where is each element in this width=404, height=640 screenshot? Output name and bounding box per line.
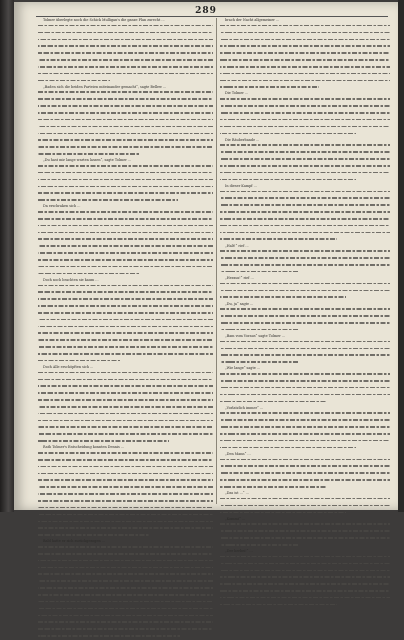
paragraph-lines xyxy=(220,373,390,405)
paragraph: „Du, ja“ sagte ... xyxy=(225,301,254,306)
text-line xyxy=(220,191,390,196)
text-line xyxy=(38,218,213,223)
paragraph: Bald hatte er sich zurückgezogen ... xyxy=(43,539,105,544)
text-line xyxy=(38,25,213,30)
paragraph-lines xyxy=(220,250,390,276)
page-number: 289 xyxy=(195,6,217,16)
text-line xyxy=(38,232,213,237)
text-line xyxy=(220,257,390,262)
text-line xyxy=(38,59,213,64)
paragraph-lines xyxy=(38,25,213,85)
text-line xyxy=(38,73,213,78)
text-line xyxy=(220,172,390,177)
text-line xyxy=(38,192,213,197)
paragraph-lines xyxy=(220,98,390,137)
text-line xyxy=(38,385,213,390)
text-line xyxy=(220,433,390,438)
text-line xyxy=(38,426,213,431)
text-line xyxy=(38,635,213,640)
text-line xyxy=(38,372,213,377)
text-line xyxy=(220,112,390,117)
text-line xyxy=(38,238,213,243)
text-line xyxy=(38,133,213,138)
text-line xyxy=(220,80,390,85)
paragraph: „Wie lange“ sagte ... xyxy=(225,366,261,371)
paragraph: Tolmer überlegte noch die Schick Mulligan's die ganze Plan zurecht ... xyxy=(43,18,165,22)
paragraph-lines xyxy=(220,556,390,609)
text-line xyxy=(38,66,213,71)
text-line xyxy=(38,91,213,96)
text-line xyxy=(38,500,213,505)
text-line xyxy=(220,479,390,484)
book-page xyxy=(14,2,398,553)
text-line xyxy=(38,332,213,337)
text-line xyxy=(38,621,213,626)
paragraph-lines xyxy=(220,25,390,92)
text-line xyxy=(38,594,213,599)
text-line xyxy=(38,339,213,344)
paragraph: brach der Nacht allgemeiner ... xyxy=(225,18,280,22)
text-line xyxy=(220,283,390,288)
paragraph: „Kommt“ ... xyxy=(225,516,246,521)
text-line xyxy=(220,98,390,103)
text-line xyxy=(38,259,213,264)
text-line xyxy=(38,172,213,177)
text-line xyxy=(220,394,390,399)
text-line xyxy=(220,158,390,163)
text-line xyxy=(220,597,390,602)
text-line xyxy=(220,45,390,50)
text-line xyxy=(220,204,390,209)
text-line xyxy=(38,32,213,37)
text-line xyxy=(220,211,390,216)
paragraph: „Vorlatzlich immer“ ... xyxy=(225,405,264,410)
paragraph-lines xyxy=(220,191,390,244)
paragraph-lines xyxy=(38,285,213,365)
text-line xyxy=(220,290,390,295)
paragraph: Rath Tolmer's Entscheidung konnten Dennis ... xyxy=(43,445,125,450)
text-line xyxy=(38,466,213,471)
text-line xyxy=(220,348,390,353)
paragraph-lines xyxy=(220,523,390,549)
text-line xyxy=(220,563,390,568)
left-column xyxy=(38,18,213,544)
text-line xyxy=(38,379,213,384)
text-line xyxy=(220,32,390,37)
text-line xyxy=(38,573,213,578)
paragraph: „Der herbei!“ ... xyxy=(225,548,253,553)
text-line xyxy=(38,298,213,303)
paragraph: „Bam vom Voraus“ sagte Tolmer ... xyxy=(225,333,286,338)
text-line xyxy=(38,179,213,184)
text-line xyxy=(220,197,390,202)
text-line xyxy=(220,144,390,149)
text-line xyxy=(220,465,390,470)
text-line xyxy=(220,440,390,445)
text-line xyxy=(38,546,213,551)
text-line xyxy=(38,139,213,144)
text-line xyxy=(38,608,213,613)
paragraph-lines xyxy=(220,283,390,302)
book-spine-shadow xyxy=(0,0,14,512)
text-line xyxy=(38,452,213,457)
column-divider xyxy=(216,18,217,504)
text-line xyxy=(38,601,213,606)
text-line xyxy=(38,473,213,478)
paragraph: „Halt!“ rief ... xyxy=(225,243,249,248)
text-line xyxy=(220,341,390,346)
text-line xyxy=(220,537,390,542)
text-line xyxy=(38,186,213,191)
paragraph-lines xyxy=(38,546,213,640)
text-line xyxy=(38,527,213,532)
paragraph-lines xyxy=(220,308,390,334)
text-line xyxy=(38,266,213,271)
text-line xyxy=(220,315,390,320)
text-line xyxy=(38,165,213,170)
text-line xyxy=(38,433,213,438)
text-line xyxy=(38,39,213,44)
text-line xyxy=(220,39,390,44)
text-line xyxy=(38,105,213,110)
paragraph-lines xyxy=(220,498,390,517)
text-line xyxy=(220,119,390,124)
text-line xyxy=(38,112,213,117)
paragraph: „Baden sich die beiden Parteien miteinander gemacht“, sagte Bellew ... xyxy=(43,84,167,89)
paragraph-lines xyxy=(38,211,213,278)
text-line xyxy=(38,252,213,257)
text-line xyxy=(220,505,390,510)
text-line xyxy=(38,119,213,124)
paragraph: Doch Alle erschöpften sich ... xyxy=(43,364,94,369)
paragraph-lines xyxy=(38,165,213,204)
text-line xyxy=(220,380,390,385)
text-line xyxy=(220,412,390,417)
paragraph: In dieser Kampf ... xyxy=(225,183,257,188)
text-line xyxy=(38,146,213,151)
paragraph-lines xyxy=(220,459,390,491)
text-line xyxy=(220,250,390,255)
text-line xyxy=(220,472,390,477)
text-line xyxy=(38,285,213,290)
text-line xyxy=(38,459,213,464)
text-line xyxy=(38,126,213,131)
text-line xyxy=(38,486,213,491)
text-line xyxy=(38,326,213,331)
text-line xyxy=(38,628,213,633)
paragraph: Da erschraken sich ... xyxy=(43,204,81,209)
text-line xyxy=(220,165,390,170)
paragraph-lines xyxy=(38,91,213,158)
text-line xyxy=(220,498,390,503)
text-line xyxy=(38,319,213,324)
text-line xyxy=(38,560,213,565)
paragraph: „Das ist ...“ ... xyxy=(225,490,249,495)
text-line xyxy=(38,291,213,296)
text-line xyxy=(38,493,213,498)
paragraph-lines xyxy=(220,412,390,451)
paragraph: Doch noch brachten sie kaum ... xyxy=(43,277,99,282)
text-line xyxy=(38,413,213,418)
text-line xyxy=(38,587,213,592)
text-line xyxy=(220,264,390,269)
text-line xyxy=(38,353,213,358)
text-line xyxy=(220,556,390,561)
text-line xyxy=(38,392,213,397)
paragraph: „Den Mann“ ... xyxy=(225,451,251,456)
text-line xyxy=(38,346,213,351)
text-line xyxy=(38,52,213,57)
text-line xyxy=(220,232,390,237)
text-line xyxy=(38,399,213,404)
text-line xyxy=(38,553,213,558)
text-line xyxy=(220,225,390,230)
text-line xyxy=(220,354,390,359)
text-line xyxy=(38,420,213,425)
text-line xyxy=(38,567,213,572)
text-line xyxy=(38,615,213,620)
text-line xyxy=(38,580,213,585)
paragraph: Die Tolmer ... xyxy=(225,91,249,96)
text-line xyxy=(220,387,390,392)
text-line xyxy=(220,590,390,595)
text-line xyxy=(38,45,213,50)
text-line xyxy=(220,523,390,528)
text-line xyxy=(220,25,390,30)
paragraph-lines xyxy=(220,144,390,183)
paragraph: „Heraus!“ rief ... xyxy=(225,275,254,280)
text-line xyxy=(38,521,213,526)
text-line xyxy=(220,308,390,313)
page-edge-shadow xyxy=(398,0,404,512)
paragraph-lines xyxy=(38,452,213,539)
text-line xyxy=(220,426,390,431)
text-line xyxy=(220,73,390,78)
text-line xyxy=(220,52,390,57)
text-line xyxy=(38,98,213,103)
text-line xyxy=(220,576,390,581)
text-line xyxy=(220,322,390,327)
text-line xyxy=(38,225,213,230)
text-line xyxy=(38,312,213,317)
text-line xyxy=(220,373,390,378)
paragraph: Die Räuberbande ... xyxy=(225,137,260,142)
text-line xyxy=(220,218,390,223)
text-line xyxy=(220,604,390,609)
text-line xyxy=(38,479,213,484)
text-line xyxy=(220,419,390,424)
text-line xyxy=(220,570,390,575)
text-line xyxy=(38,245,213,250)
text-line xyxy=(220,126,390,131)
text-line xyxy=(38,507,213,512)
text-line xyxy=(220,530,390,535)
text-line xyxy=(220,66,390,71)
paragraph: „Du hast mir lange warten lassen“, sagte Tolmer ... xyxy=(43,158,132,163)
text-line xyxy=(38,406,213,411)
text-line xyxy=(220,105,390,110)
header-rule xyxy=(36,16,388,17)
text-line xyxy=(220,459,390,464)
text-line xyxy=(220,151,390,156)
text-line xyxy=(220,583,390,588)
right-column xyxy=(220,18,390,553)
paragraph-lines xyxy=(38,372,213,445)
paragraph-lines xyxy=(220,341,390,367)
text-line xyxy=(38,211,213,216)
text-line xyxy=(220,59,390,64)
text-line xyxy=(38,305,213,310)
text-line xyxy=(38,514,213,519)
